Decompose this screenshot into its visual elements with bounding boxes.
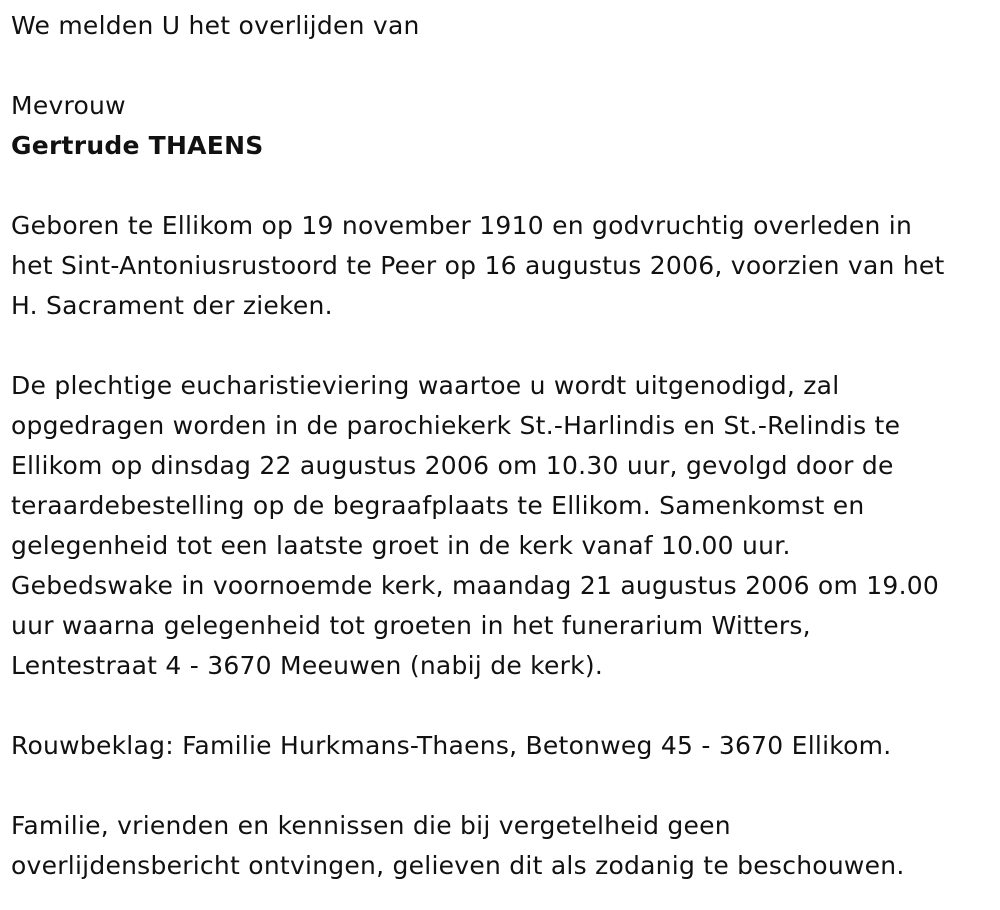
spacer [11, 686, 996, 726]
paragraph-line: Geboren te Ellikom op 19 november 1910 en godvruchtig overleden in [11, 211, 913, 240]
paragraph-line: uur waarna gelegenheid tot groeten in het funerarium Witters, [11, 611, 811, 640]
ceremony-paragraph [11, 366, 996, 686]
spacer [11, 766, 996, 806]
intro-text: We melden U het overlijden van [11, 11, 420, 40]
paragraph-line: overlijdensbericht ontvingen, gelieven dit als zodanig te beschouwen. [11, 851, 905, 880]
paragraph-line: Ellikom op dinsdag 22 augustus 2006 om 10.30 uur, gevolgd door de [11, 451, 894, 480]
paragraph-line: gelegenheid tot een laatste groet in de kerk vanaf 10.00 uur. [11, 531, 791, 560]
death-notice-document [11, 6, 996, 886]
paragraph-line: H. Sacrament der zieken. [11, 291, 333, 320]
spacer [11, 326, 996, 366]
paragraph-line: opgedragen worden in de parochiekerk St.-Harlindis en St.-Relindis te [11, 411, 901, 440]
spacer [11, 166, 996, 206]
paragraph-line: Gebedswake in voornoemde kerk, maandag 21 augustus 2006 om 19.00 [11, 571, 940, 600]
paragraph-line: het Sint-Antoniusrustoord te Peer op 16 augustus 2006, voorzien van het [11, 251, 945, 280]
mourning-address: Rouwbeklag: Familie Hurkmans-Thaens, Betonweg 45 - 3670 Ellikom. [11, 731, 892, 760]
paragraph-line: teraardebestelling op de begraafplaats te Ellikom. Samenkomst en [11, 491, 865, 520]
birth-paragraph [11, 206, 996, 326]
spacer [11, 46, 996, 86]
paragraph-line: De plechtige eucharistieviering waartoe u wordt uitgenodigd, zal [11, 371, 840, 400]
deceased-name: Gertrude THAENS [11, 131, 264, 160]
closing-paragraph [11, 806, 996, 886]
salutation-text: Mevrouw [11, 91, 126, 120]
paragraph-line: Familie, vrienden en kennissen die bij vergetelheid geen [11, 811, 731, 840]
paragraph-line: Lentestraat 4 - 3670 Meeuwen (nabij de kerk). [11, 651, 604, 680]
